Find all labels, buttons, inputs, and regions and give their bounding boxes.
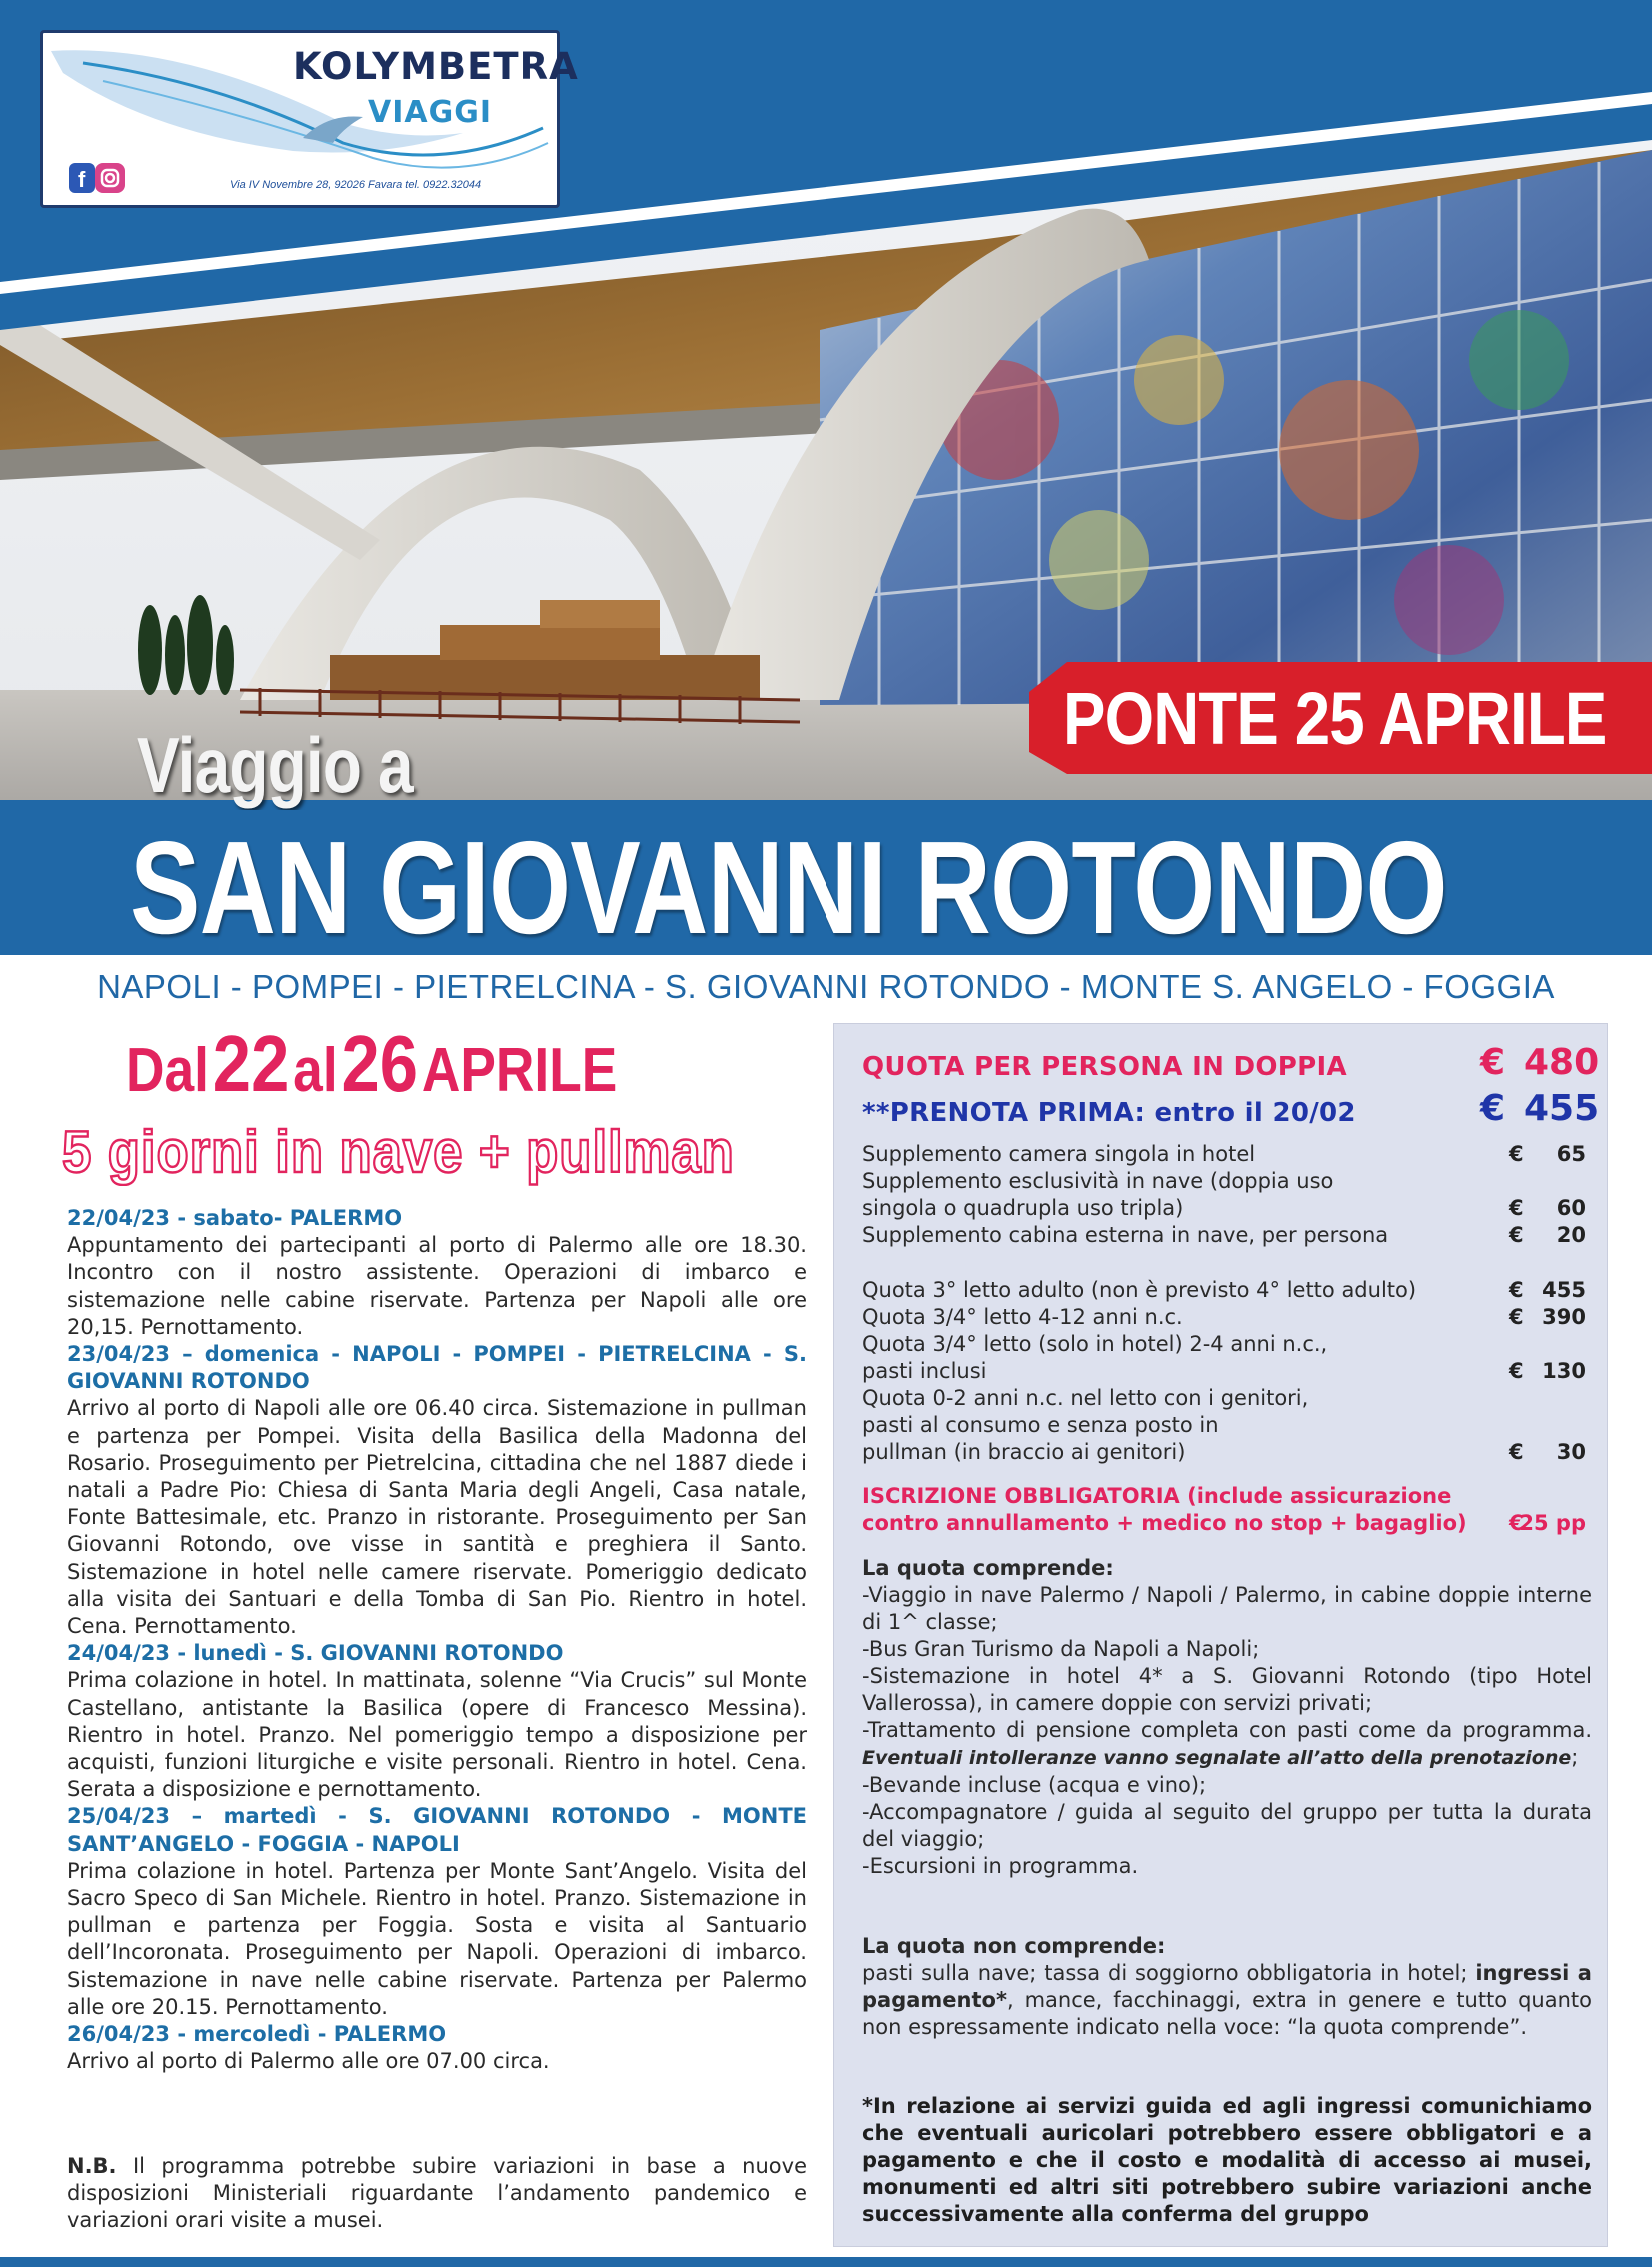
- footer-band: [0, 2257, 1652, 2267]
- quote-currency: €: [1509, 1278, 1524, 1302]
- day-heading: 23/04/23 – domenica - NAPOLI - POMPEI - PIETRELCINA - S. GIOVANNI ROTONDO: [67, 1342, 807, 1394]
- supplement-row: [862, 1195, 1592, 1222]
- day-description: Arrivo al porto di Napoli alle ore 06.40 circa. Sistemazione in pullman e partenza per Pompei. Visita della Basilica della Madonna del Rosario. Proseguimento per Pietrelcina, cittadina che nel 1887 diede i natali a Padre Pio: Chiesa di Santa Maria degli Angeli, Casa natale, Fonte Battesimale, etc. Pranzo in ristorante. Proseguimento per San Giovanni Rotondo, ove visse in santità e preghiera il Santo. Sistemazione in hotel nelle camere riservate. Pomeriggio dedicato alla visita dei Santuari e della Tomba di San Pio. Rientro in hotel. Cena. Pernottamento.: [67, 1396, 807, 1639]
- includes-item: -Accompagnatore / guida al seguito del gruppo per tutta la durata del viaggio;: [862, 1800, 1592, 1851]
- includes-title: La quota comprende:: [862, 1556, 1114, 1580]
- trip-duration: 5 giorni in nave + pullman: [62, 1119, 735, 1185]
- quote-value: 390: [1542, 1305, 1586, 1329]
- quote-value: 30: [1556, 1440, 1586, 1464]
- excludes-text-before: pasti sulla nave; tassa di soggiorno obbligatoria in hotel;: [862, 1961, 1468, 1985]
- quote-row: [862, 1331, 1592, 1358]
- travel-dates: [126, 1018, 617, 1110]
- quote-value: 455: [1542, 1278, 1586, 1302]
- includes-item: -Bus Gran Turismo da Napoli a Napoli;: [862, 1637, 1260, 1661]
- supplement-value: 20: [1556, 1223, 1586, 1247]
- dates-to-num: 26: [341, 1019, 418, 1108]
- program-note: [67, 2153, 807, 2235]
- route-stops: NAPOLI - POMPEI - PIETRELCINA - S. GIOVANNI ROTONDO - MONTE S. ANGELO - FOGGIA: [97, 968, 1555, 1005]
- dates-from-word: Dal: [126, 1036, 209, 1105]
- agency-logo: [40, 30, 579, 208]
- includes-item: -Trattamento di pensione completa con pasti come da programma. Eventuali intolleranze vanno segnalate all’atto della prenotazione;: [862, 1718, 1592, 1769]
- supplement-value: 65: [1556, 1142, 1586, 1166]
- quote-row: [862, 1277, 1592, 1304]
- price-early-row: [862, 1086, 1600, 1132]
- page-title: SAN GIOVANNI ROTONDO: [130, 814, 1447, 961]
- iscrizione-currency: €: [1509, 1511, 1524, 1535]
- supplement-currency: €: [1509, 1223, 1524, 1247]
- quotes-list: [862, 1277, 1592, 1466]
- social-icons: [67, 160, 127, 196]
- quote-currency: €: [1509, 1359, 1524, 1383]
- iscrizione-line: [862, 1510, 1592, 1537]
- iscrizione-value: 25 pp: [1519, 1511, 1586, 1535]
- quote-text: Quota 3/4° letto (solo in hotel) 2-4 anni n.c.,: [862, 1332, 1328, 1356]
- quote-text: Quota 0-2 anni n.c. nel letto con i genitori,: [862, 1386, 1309, 1410]
- quote-text: Quota 3° letto adulto (non è previsto 4° letto adulto): [862, 1278, 1417, 1302]
- iscrizione-line: [862, 1483, 1592, 1510]
- includes-item: -Viaggio in nave Palermo / Napoli / Palermo, in cabine doppie interne di 1^ classe;: [862, 1583, 1592, 1634]
- day-heading: 25/04/23 – martedì - S. GIOVANNI ROTONDO - MONTE SANT’ANGELO - FOGGIA - NAPOLI: [67, 1804, 807, 1856]
- itinerary: [67, 1205, 807, 2076]
- includes-item: -Bevande incluse (acqua e vino);: [862, 1773, 1207, 1797]
- note-text: Il programma potrebbe subire variazioni in base a nuove disposizioni Ministeriali riguardante l’andamento pandemico e variazioni orari visite a musei.: [67, 2154, 807, 2233]
- quote-row: [862, 1439, 1592, 1466]
- supplement-text: Supplemento cabina esterna in nave, per persona: [862, 1223, 1389, 1247]
- includes-treatment-note: Eventuali intolleranze vanno segnalate all’atto della prenotazione: [862, 1747, 1572, 1769]
- quote-row: [862, 1385, 1592, 1412]
- quote-row: [862, 1412, 1592, 1439]
- supplement-currency: €: [1509, 1142, 1524, 1166]
- logo-address: Via IV Novembre 28, 92026 Favara tel. 0922.32044: [230, 179, 482, 191]
- day-description: Prima colazione in hotel. Partenza per Monte Sant’Angelo. Visita del Sacro Speco di San Michele. Rientro in hotel. Pranzo. Sistemazione in pullman e partenza per Foggia. Sosta e visita al Santuario dell’Incoronata. Proseguimento per Napoli. Operazioni di imbarco. Sistemazione in nave nelle cabine riservate. Partenza per Palermo alle ore 20.15. Pernottamento.: [67, 1858, 807, 2019]
- day-heading: 22/04/23 - sabato- PALERMO: [67, 1206, 403, 1230]
- supplement-row: [862, 1168, 1592, 1195]
- includes-item: -Sistemazione in hotel 4* a S. Giovanni Rotondo (tipo Hotel Vallerossa), in camere doppie con servizi privati;: [862, 1664, 1592, 1715]
- dates-month: APRILE: [421, 1036, 618, 1105]
- supplement-text: singola o quadrupla uso tripla): [862, 1196, 1184, 1220]
- quote-currency: €: [1509, 1440, 1524, 1464]
- price-early-value: 455: [1524, 1088, 1600, 1129]
- includes-treatment: -Trattamento di pensione completa con pasti come da programma.: [862, 1718, 1592, 1742]
- day-heading: 26/04/23 - mercoledì - PALERMO: [67, 2022, 447, 2047]
- excludes-text-after: , mance, facchinaggi, extra in genere e tutto quanto non espressamente indicato nella voce: “la quota comprende”.: [862, 1988, 1592, 2039]
- price-main-currency: €: [1480, 1042, 1506, 1083]
- price-early-label: **PRENOTA PRIMA: entro il 20/02: [862, 1098, 1356, 1128]
- quote-text: pasti inclusi: [862, 1359, 987, 1383]
- quote-text: pasti al consumo e senza posto in: [862, 1413, 1219, 1437]
- includes-section: [862, 1555, 1592, 1880]
- excludes-text: [862, 1960, 1592, 2041]
- hero-kicker: Viaggio a: [137, 721, 413, 809]
- svg-text:f: f: [78, 167, 86, 192]
- price-main-row: [862, 1040, 1600, 1086]
- guide-note: *In relazione ai servizi guida ed agli ingressi comunichiamo che eventuali auricolari potrebbero essere obbligatori e a pagamento e che il costo e modalità di accesso ai musei, monumenti ed altri siti potrebbero subire variazioni anche successivamente alla conferma del gruppo: [862, 2094, 1592, 2226]
- supplement-value: 60: [1556, 1196, 1586, 1220]
- quote-row: [862, 1304, 1592, 1331]
- excludes-text-bold: ingressi a pagamento*: [862, 1961, 1592, 2012]
- price-panel: [833, 1023, 1608, 2247]
- dates-mid-word: al: [293, 1036, 338, 1105]
- quote-currency: €: [1509, 1305, 1524, 1329]
- includes-item: -Escursioni in programma.: [862, 1854, 1139, 1878]
- day-description: Appuntamento dei partecipanti al porto di Palermo alle ore 18.30. Incontro con il nostro assistente. Operazioni di imbarco e sistemazione nelle cabine riservate. Partenza per Napoli alle ore 20,15. Pernottamento.: [67, 1233, 807, 1339]
- day-description: Prima colazione in hotel. In mattinata, solenne “Via Crucis” sul Monte Castellano, antistante la Basilica (opere di Francesco Messina). Rientro in hotel. Pranzo. Nel pomeriggio tempo a disposizione per acquisti, funzioni liturgiche e visite personali. Rientro in hotel. Cena. Serata a disposizione e pernottamento.: [67, 1668, 807, 1802]
- price-main-label: QUOTA PER PERSONA IN DOPPIA: [862, 1052, 1347, 1082]
- quote-value: 130: [1542, 1359, 1586, 1383]
- hero-banner: [0, 0, 1652, 810]
- supplement-text: Supplemento camera singola in hotel: [862, 1142, 1256, 1166]
- excludes-section: [862, 1933, 1592, 2041]
- logo-brand-subtitle: VIAGGI: [368, 95, 493, 130]
- quote-text: Quota 3/4° letto 4-12 anni n.c.: [862, 1305, 1183, 1329]
- day-description: Arrivo al porto di Palermo alle ore 07.00 circa.: [67, 2049, 550, 2074]
- logo-brand-name: KOLYMBETRA: [293, 45, 579, 88]
- instagram-icon: [95, 163, 125, 193]
- iscrizione-text: ISCRIZIONE OBBLIGATORIA (include assicurazione: [862, 1484, 1452, 1508]
- supplement-row: [862, 1141, 1592, 1168]
- iscrizione-text: contro annullamento + medico no stop + bagaglio): [862, 1511, 1467, 1535]
- supplement-row: [862, 1222, 1592, 1249]
- supplements-list: [862, 1141, 1592, 1249]
- quote-text: pullman (in braccio ai genitori): [862, 1440, 1186, 1464]
- price-early-currency: €: [1480, 1088, 1506, 1129]
- price-main-value: 480: [1524, 1042, 1600, 1083]
- iscrizione-row: [862, 1483, 1592, 1537]
- day-heading: 24/04/23 - lunedì - S. GIOVANNI ROTONDO: [67, 1641, 564, 1666]
- dates-from-num: 22: [212, 1019, 290, 1108]
- supplement-text: Supplemento esclusività in nave (doppia uso: [862, 1169, 1334, 1193]
- quote-row: [862, 1358, 1592, 1385]
- supplement-currency: €: [1509, 1196, 1524, 1220]
- note-label: N.B.: [67, 2154, 117, 2178]
- excludes-title: La quota non comprende:: [862, 1934, 1166, 1958]
- ponte-badge-label: PONTE 25 APRILE: [1063, 677, 1607, 760]
